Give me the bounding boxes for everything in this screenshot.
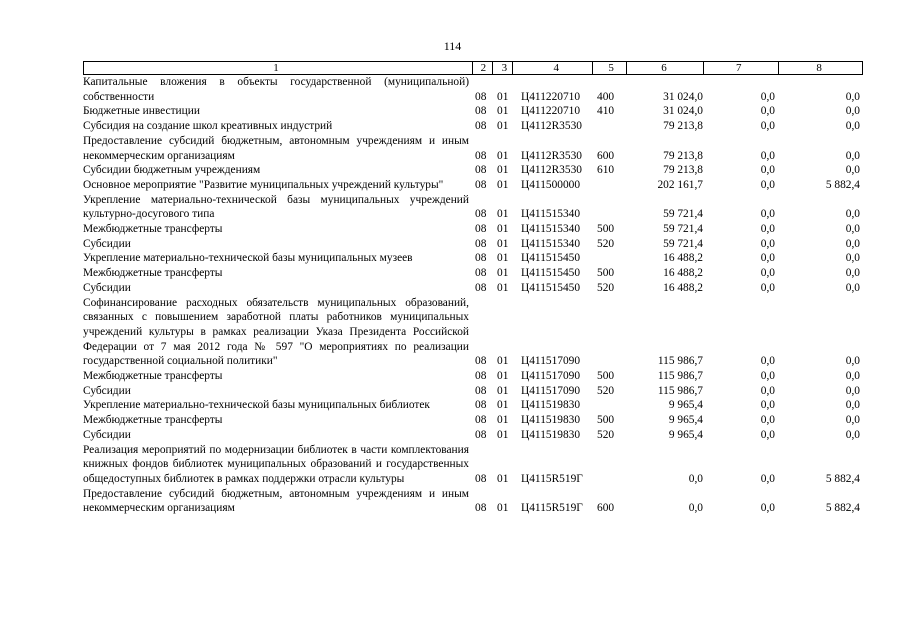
cell-amount-3: 0,0 (845, 267, 860, 280)
cell-subsection: 01 (497, 472, 509, 485)
cell-name: Межбюджетные трансферты (83, 267, 223, 280)
cell-expense-type: 520 (597, 281, 615, 294)
cell-amount-3: 0,0 (845, 414, 860, 427)
cell-target-article: Ц411519830 (521, 414, 581, 427)
cell-expense-type: 520 (597, 428, 615, 441)
cell-amount-2: 0,0 (760, 267, 775, 280)
cell-amount-1: 9 965,4 (668, 428, 703, 441)
table-row (83, 266, 863, 281)
cell-amount-3: 0,0 (845, 281, 860, 294)
cell-amount-2: 0,0 (760, 355, 775, 368)
cell-target-article: Ц4115R519Г (521, 502, 583, 515)
cell-amount-3: 0,0 (845, 208, 860, 221)
cell-name: Предоставление субсидий бюджетным, автономным учреждениям и иным некоммерческим организациям (83, 134, 469, 162)
cell-target-article: Ц411220710 (521, 90, 581, 103)
cell-section: 08 (475, 370, 487, 383)
cell-amount-1: 79 213,8 (663, 164, 703, 177)
cell-subsection: 01 (497, 223, 509, 236)
cell-section: 08 (475, 281, 487, 294)
header-col-8: 8 (816, 62, 822, 74)
cell-expense-type: 500 (597, 414, 615, 427)
cell-section: 08 (475, 149, 487, 162)
table-header (83, 61, 863, 75)
cell-section: 08 (475, 90, 487, 103)
cell-amount-2: 0,0 (760, 105, 775, 118)
cell-subsection: 01 (497, 120, 509, 133)
cell-amount-3: 0,0 (845, 164, 860, 177)
header-col-4: 4 (513, 62, 593, 74)
cell-section: 08 (475, 399, 487, 412)
cell-target-article: Ц411500000 (521, 178, 581, 191)
cell-section: 08 (475, 384, 487, 397)
cell-amount-1: 31 024,0 (663, 90, 703, 103)
cell-subsection: 01 (497, 237, 509, 250)
cell-name: Укрепление материально-технической базы муниципальных музеев (83, 252, 413, 265)
cell-section: 08 (475, 178, 487, 191)
cell-amount-2: 0,0 (760, 90, 775, 103)
cell-name: Софинансирование расходных обязательств муниципальных образований, связанных с повышением заработной платы работников муниципальных учреждений культуры в рамках реализации Указа Президента Российской Федерации от 7 мая 2012 года № 597 "О мероприятиях по реализации государственной социальной политики" (83, 296, 469, 368)
cell-section: 08 (475, 428, 487, 441)
table-row (83, 487, 863, 516)
cell-target-article: Ц4112R3530 (521, 164, 582, 177)
table-row (83, 443, 863, 487)
cell-amount-1: 16 488,2 (663, 267, 703, 280)
cell-name: Межбюджетные трансферты (83, 223, 223, 236)
cell-name: Бюджетные инвестиции (83, 105, 200, 118)
cell-amount-3: 0,0 (845, 105, 860, 118)
cell-amount-1: 9 965,4 (668, 414, 703, 427)
cell-name: Субсидии (83, 237, 131, 250)
header-col-7: 7 (704, 62, 779, 74)
cell-amount-2: 0,0 (760, 502, 775, 515)
table-row (83, 134, 863, 163)
cell-subsection: 01 (497, 399, 509, 412)
cell-section: 08 (475, 164, 487, 177)
cell-amount-1: 59 721,4 (663, 237, 703, 250)
table-row (83, 222, 863, 237)
cell-amount-1: 31 024,0 (663, 105, 703, 118)
cell-name: Межбюджетные трансферты (83, 370, 223, 383)
cell-expense-type: 610 (597, 164, 615, 177)
cell-name: Межбюджетные трансферты (83, 414, 223, 427)
cell-amount-1: 0,0 (688, 472, 703, 485)
cell-amount-2: 0,0 (760, 472, 775, 485)
cell-amount-1: 9 965,4 (668, 399, 703, 412)
cell-subsection: 01 (497, 370, 509, 383)
table-row (83, 384, 863, 399)
cell-amount-1: 16 488,2 (663, 252, 703, 265)
cell-section: 08 (475, 252, 487, 265)
cell-expense-type: 600 (597, 149, 615, 162)
cell-expense-type: 410 (597, 105, 615, 118)
header-col-3: 3 (493, 62, 513, 74)
cell-section: 08 (475, 223, 487, 236)
cell-name: Укрепление материально-технической базы муниципальных библиотек (83, 399, 430, 412)
cell-amount-1: 202 161,7 (657, 178, 703, 191)
cell-target-article: Ц4115R519Г (521, 472, 583, 485)
cell-section: 08 (475, 355, 487, 368)
cell-target-article: Ц411517090 (521, 384, 581, 397)
cell-target-article: Ц4112R3530 (521, 149, 582, 162)
cell-amount-2: 0,0 (760, 164, 775, 177)
cell-amount-2: 0,0 (760, 384, 775, 397)
cell-name: Субсидии (83, 281, 131, 294)
table-row (83, 369, 863, 384)
cell-subsection: 01 (497, 208, 509, 221)
cell-amount-2: 0,0 (760, 414, 775, 427)
cell-name: Реализация мероприятий по модернизации библиотек в части комплектования книжных фондов библиотек муниципальных образований и государственных общедоступных библиотек в рамках поддержки отрасли культуры (83, 443, 469, 485)
cell-amount-1: 16 488,2 (663, 281, 703, 294)
cell-amount-1: 79 213,8 (663, 149, 703, 162)
cell-section: 08 (475, 120, 487, 133)
cell-amount-3: 5 882,4 (825, 502, 860, 515)
cell-section: 08 (475, 472, 487, 485)
cell-name: Капитальные вложения в объекты государственной (муниципальной) собственности (83, 76, 469, 103)
cell-amount-2: 0,0 (760, 370, 775, 383)
cell-subsection: 01 (497, 178, 509, 191)
cell-target-article: Ц411515340 (521, 223, 581, 236)
cell-amount-2: 0,0 (760, 399, 775, 412)
header-col-6: 6 (627, 62, 705, 74)
cell-amount-3: 0,0 (845, 384, 860, 397)
cell-subsection: 01 (497, 414, 509, 427)
cell-name: Основное мероприятие "Развитие муниципальных учреждений культуры" (83, 178, 444, 191)
cell-target-article: Ц411517090 (521, 355, 581, 368)
table-row (83, 251, 863, 266)
cell-expense-type: 500 (597, 370, 615, 383)
cell-name: Субсидии (83, 384, 131, 397)
cell-expense-type: 400 (597, 90, 615, 103)
cell-amount-3: 0,0 (845, 370, 860, 383)
cell-subsection: 01 (497, 355, 509, 368)
cell-target-article: Ц411220710 (521, 105, 581, 118)
cell-subsection: 01 (497, 428, 509, 441)
cell-amount-3: 0,0 (845, 120, 860, 133)
table-body (83, 75, 863, 516)
header-col-1: 1 (84, 62, 473, 74)
page-number: 114 (443, 39, 462, 53)
cell-subsection: 01 (497, 502, 509, 515)
cell-name: Субсидии (83, 428, 131, 441)
cell-name: Предоставление субсидий бюджетным, автономным учреждениям и иным некоммерческим организациям (83, 487, 469, 515)
cell-expense-type: 520 (597, 384, 615, 397)
cell-amount-3: 0,0 (845, 223, 860, 236)
cell-amount-2: 0,0 (760, 149, 775, 162)
cell-target-article: Ц411515450 (521, 281, 581, 294)
cell-amount-3: 0,0 (845, 149, 860, 162)
cell-amount-1: 0,0 (688, 502, 703, 515)
cell-amount-2: 0,0 (760, 223, 775, 236)
cell-amount-3: 0,0 (845, 90, 860, 103)
table-row (83, 398, 863, 413)
cell-amount-3: 0,0 (845, 428, 860, 441)
cell-amount-3: 5 882,4 (825, 178, 860, 191)
header-col-2: 2 (473, 62, 493, 74)
cell-subsection: 01 (497, 149, 509, 162)
cell-subsection: 01 (497, 90, 509, 103)
cell-target-article: Ц411515450 (521, 267, 581, 280)
cell-amount-3: 0,0 (845, 355, 860, 368)
cell-name: Укрепление материально-технической базы муниципальных учреждений культурно-досугового типа (83, 193, 469, 221)
table-row (83, 428, 863, 443)
cell-target-article: Ц411517090 (521, 370, 581, 383)
cell-subsection: 01 (497, 164, 509, 177)
cell-amount-3: 0,0 (845, 237, 860, 250)
cell-target-article: Ц411519830 (521, 428, 581, 441)
cell-amount-2: 0,0 (760, 120, 775, 133)
table-row (83, 296, 863, 370)
cell-section: 08 (475, 414, 487, 427)
cell-subsection: 01 (497, 384, 509, 397)
cell-target-article: Ц4112R3530 (521, 120, 582, 133)
cell-section: 08 (475, 237, 487, 250)
cell-name: Субсидия на создание школ креативных индустрий (83, 120, 333, 133)
cell-subsection: 01 (497, 252, 509, 265)
cell-amount-3: 0,0 (845, 252, 860, 265)
cell-expense-type: 500 (597, 223, 615, 236)
table-row (83, 75, 863, 104)
cell-name: Субсидии бюджетным учреждениям (83, 164, 261, 177)
cell-expense-type: 520 (597, 237, 615, 250)
cell-subsection: 01 (497, 105, 509, 118)
cell-amount-1: 59 721,4 (663, 208, 703, 221)
table-row (83, 193, 863, 222)
cell-amount-3: 0,0 (845, 399, 860, 412)
cell-amount-2: 0,0 (760, 237, 775, 250)
cell-amount-2: 0,0 (760, 178, 775, 191)
cell-amount-1: 79 213,8 (663, 120, 703, 133)
header-col-5: 5 (593, 62, 627, 74)
cell-amount-1: 115 986,7 (657, 384, 703, 397)
cell-amount-2: 0,0 (760, 208, 775, 221)
cell-amount-1: 115 986,7 (657, 355, 703, 368)
budget-table (83, 61, 863, 516)
cell-amount-3: 5 882,4 (825, 472, 860, 485)
cell-target-article: Ц411515340 (521, 208, 581, 221)
cell-section: 08 (475, 105, 487, 118)
table-row (83, 104, 863, 119)
table-row (83, 413, 863, 428)
cell-subsection: 01 (497, 267, 509, 280)
cell-amount-1: 115 986,7 (657, 370, 703, 383)
cell-amount-2: 0,0 (760, 252, 775, 265)
cell-section: 08 (475, 208, 487, 221)
cell-amount-2: 0,0 (760, 428, 775, 441)
cell-section: 08 (475, 502, 487, 515)
table-row (83, 281, 863, 296)
cell-subsection: 01 (497, 281, 509, 294)
cell-target-article: Ц411515450 (521, 252, 581, 265)
cell-amount-1: 59 721,4 (663, 223, 703, 236)
cell-target-article: Ц411515340 (521, 237, 581, 250)
cell-expense-type: 500 (597, 267, 615, 280)
cell-amount-2: 0,0 (760, 281, 775, 294)
table-row (83, 119, 863, 134)
table-row (83, 237, 863, 252)
cell-expense-type: 600 (597, 502, 615, 515)
cell-target-article: Ц411519830 (521, 399, 581, 412)
table-row (83, 178, 863, 193)
cell-section: 08 (475, 267, 487, 280)
table-row (83, 163, 863, 178)
